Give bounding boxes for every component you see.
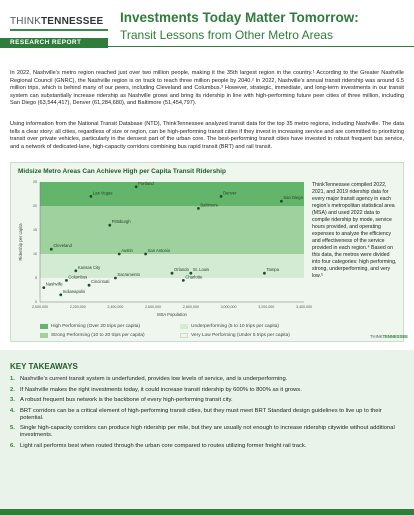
chart-logo-bold: TENNESSEE [382,334,408,339]
data-point-label: Cleveland [53,243,72,249]
logo-bold: TENNESSEE [41,16,104,27]
x-axis-label: MSA Population [157,312,187,317]
data-point-label: Kansas City [77,264,101,270]
takeaway-text: Nashville’s current transit system is underfunded, provides low levels of service, and is underperforming. [20,376,288,382]
takeaway-text: Single high-capacity corridors can produce high ridership per mile, but they are usually not enough to increase ridership citywide without additional investments. [20,425,395,439]
x-tick-label: 3,000,000 [220,305,237,309]
data-point [74,269,77,272]
takeaway-item [10,387,406,394]
page-subtitle: Transit Lessons from Other Metro Areas [120,28,333,42]
legend-label: High Performing (Over 20 trips per capita) [51,324,141,329]
chart-side-note: ThinkTennessee compiled 2022, 2021, and 2019 ridership data for every major transit agency in each region’s metropolitan statistical area (MSA) and used 2022 data to compile ridership by mode, service hours provided, and operating expenses to analyze the efficiency and effectiveness of the service provided in each region.⁴ Based on this data, the metros were divided into four categories: high performing, strong, underperforming, and very low.⁵ [312,182,397,279]
research-report-label: RESEARCH REPORT [10,39,82,46]
takeaway-number: 1. [10,376,15,382]
performance-band [40,182,304,206]
legend-item-very-low [180,333,290,338]
data-point-label: Nashville [45,281,63,287]
data-point-label: Orlando [174,267,189,273]
data-point [220,195,223,198]
takeaway-number: 4. [10,407,15,414]
chart-logo-prefix: THINK [370,334,383,339]
y-tick-label: 0 [35,300,37,305]
data-point [90,195,93,198]
ridership-scatter-chart [14,176,310,324]
takeaway-text: BRT corridors can be a critical element of high-performing transit cities, but they must meet BRT Standard design guidelines to live up to their potential. [20,407,382,421]
key-takeaways-title: KEY TAKEAWAYS [10,362,78,371]
y-tick-label: 25 [33,180,37,185]
x-tick-label: 3,400,000 [296,305,312,309]
x-tick-label: 2,200,000 [69,305,86,309]
legend-swatch [40,324,48,329]
data-point [280,200,283,203]
data-point [118,253,121,256]
chart-logo [370,334,408,339]
data-point-label: St. Louis [192,267,210,273]
y-tick-label: 20 [33,204,37,209]
legend-swatch [180,324,188,329]
key-takeaways-list [10,376,406,453]
data-point [144,253,147,256]
data-point-label: Charlotte [185,274,203,280]
data-point-label: Denver [223,190,237,196]
takeaway-item [10,425,406,439]
legend-item-under [180,324,279,329]
chart-title: Midsize Metro Areas Can Achieve High per Capita Transit Ridership [18,168,226,175]
logo-prefix: THINK [10,16,41,27]
intro-paragraph: In 2022, Nashville’s metro region reached just over two million people, making it the 35th largest region in the country.¹ According to the Greater Nashville Regional Council (GNRC), the Nashville region is on track to reach three million people by 2040.² In 2022, Nashville’s annual transit ridership was around 6.5 million trips, which is behind many of our peers, including Cleveland and Columbus.³ However, strategic, immediate, and long-term investments in our transit system can substantially increase ridership as Nashville grows and bring its ridership in line with high-performing future peer cities of three million, including San Diego (63,544,417), Denver (61,284,680), and Baltimore (51,454,797). [10,70,404,107]
data-point [114,277,117,280]
thinktennessee-logo [10,16,103,27]
logo-underline [10,29,108,31]
data-point [197,207,200,210]
legend-label: Underperforming (5 to 10 trips per capita) [191,324,279,329]
data-point-label: San Antonio [147,248,171,253]
takeaway-number: 6. [10,442,15,449]
data-point-label: Pittsburgh [111,219,131,225]
data-point-label: Sacramento [117,272,141,277]
data-point-label: Tampa [266,267,279,273]
takeaway-number: 2. [10,386,15,393]
takeaway-number: 3. [10,397,15,403]
legend-label: Strong Performing (10 to 20 trips per capita) [51,333,145,338]
data-point [88,284,91,287]
x-tick-label: 2,800,000 [182,305,199,309]
data-point [135,185,138,188]
analysis-paragraph: Using information from the National Transit Database (NTD), ThinkTennessee analyzed transit data for the top 35 metro regions, including Nashville. The data tells a clear story: all cities, regardless of size or region, can be high-performing transit cities if they invest in increasing service and are committed to prioritizing transit over private vehicles, particularly in the densest part of the urban core. The best-performing transit cities have invested in robust frequent bus service, and a network of dedicated-lane, high-capacity corridors combining bus rapid transit (BRT) and rail transit. [10,121,404,150]
takeaway-text: A robust frequent bus network is the backbone of every high-performing transit city. [20,397,233,403]
performance-band [40,206,304,254]
data-point-label: Las Vegas [92,190,113,196]
data-point-label: Columbus [68,274,88,280]
takeaway-item [10,397,406,404]
page-title: Investments Today Matter Tomorrow: [120,10,359,25]
x-tick-label: 2,600,000 [145,305,162,309]
y-axis-label: Ridership per capita [18,223,23,261]
takeaway-number: 5. [10,425,15,432]
data-point [182,279,185,282]
report-header [0,0,414,60]
data-point-label: Indianapolis [62,288,86,294]
x-tick-label: 3,200,000 [258,305,275,309]
takeaway-text: Light rail performs best when routed through the urban core compared to routes utilizing former freight rail track. [20,442,307,449]
data-point-label: Baltimore [200,202,219,208]
data-point [263,272,266,275]
legend-swatch [180,333,188,338]
legend-swatch [40,333,48,338]
chart-legend [40,324,310,340]
takeaway-item [10,443,406,450]
data-point [65,279,68,282]
y-tick-label: 5 [35,276,37,281]
legend-label: Very Low Performing (Under 5 trips per capita) [191,333,290,338]
data-point-label: Austin [121,248,133,253]
takeaway-item [10,376,406,383]
takeaway-item [10,408,406,422]
x-tick-label: 2,400,000 [107,305,124,309]
data-point [42,286,45,289]
header-divider [0,46,414,47]
x-tick-label: 2,000,000 [32,305,48,309]
data-point [50,248,53,251]
data-point [59,293,62,296]
legend-item-strong [40,333,145,338]
data-point-label: Cincinnati [91,279,110,285]
data-point-label: Portland [138,180,154,186]
data-point-label: San Diego [283,195,303,201]
takeaway-text: If Nashville makes the right investments today, it could increase transit ridership by 600% to 800% as it grows. [20,386,302,393]
footer-bar [0,509,414,515]
data-point [171,272,174,275]
legend-item-high [40,324,140,329]
y-tick-label: 10 [33,252,37,257]
y-tick-label: 15 [33,228,37,233]
data-point [108,224,111,227]
